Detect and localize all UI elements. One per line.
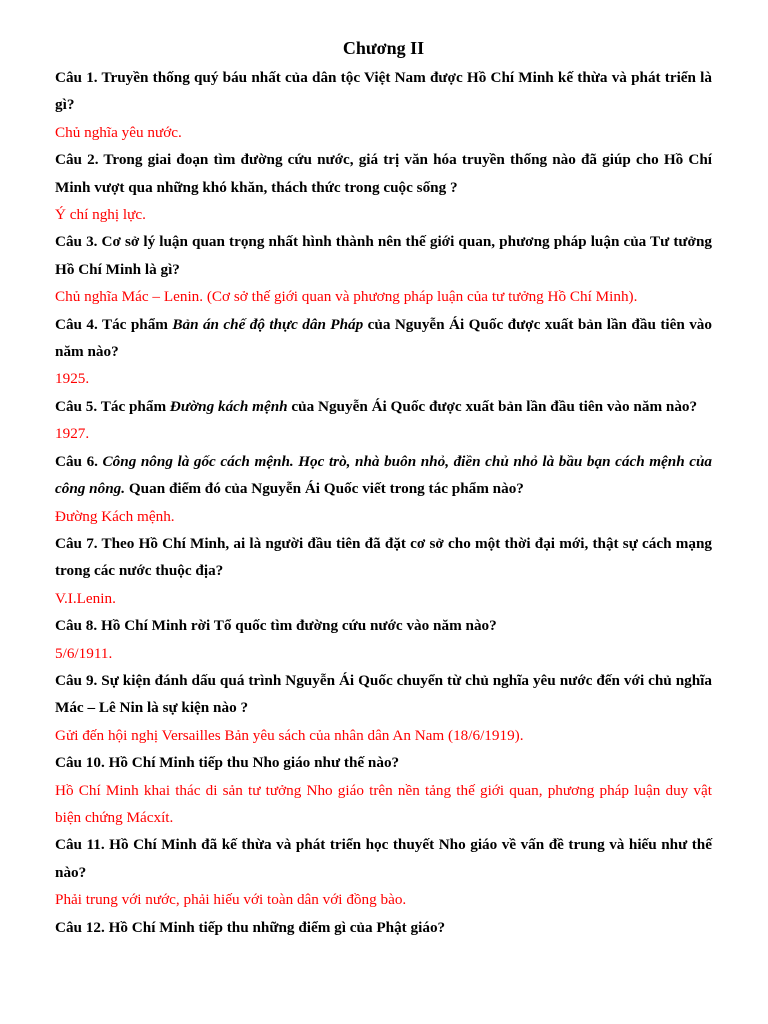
qa-item-5 xyxy=(55,393,712,448)
answer-3: Chủ nghĩa Mác – Lenin. (Cơ sở thế giới quan và phương pháp luận của tư tưởng Hồ Chí Minh). xyxy=(55,288,638,306)
quotation: Công nông là gốc cách mệnh. Học trò, nhà buôn nhỏ, điền chủ nhỏ là bầu bạn cách mệnh của công nông. xyxy=(55,452,713,498)
answer-1: Chủ nghĩa yêu nước. xyxy=(55,123,182,141)
qa-item-3 xyxy=(55,228,712,310)
question-4: Câu 4. Tác phẩm Bản án chế độ thực dân Pháp của Nguyễn Ái Quốc được xuất bản lần đầu tiên vào năm nào? xyxy=(55,315,712,361)
answer-6: Đường Kách mệnh. xyxy=(55,507,175,525)
question-3: Câu 3. Cơ sở lý luận quan trọng nhất hình thành nên thế giới quan, phương pháp luận của Tư tưởng Hồ Chí Minh là gì? xyxy=(55,233,712,278)
qa-item-2 xyxy=(55,146,712,228)
answer-10: Hồ Chí Minh khai thác di sản tư tưởng Nho giáo trên nền tảng thế giới quan, phương pháp luận duy vật biện chứng Mácxít. xyxy=(55,781,712,826)
qa-item-6 xyxy=(55,448,712,530)
question-12: Câu 12. Hồ Chí Minh tiếp thu những điểm gì của Phật giáo? xyxy=(55,918,446,936)
qa-item-9 xyxy=(55,667,712,749)
question-9: Câu 9. Sự kiện đánh dấu quá trình Nguyễn Ái Quốc chuyển từ chủ nghĩa yêu nước đến với chủ nghĩa Mác – Lê Nin là sự kiện nào ? xyxy=(55,671,712,717)
qa-item-10 xyxy=(55,749,712,831)
question-2: Câu 2. Trong giai đoạn tìm đường cứu nước, giá trị văn hóa truyền thống nào đã giúp cho Hồ Chí Minh vượt qua những khó khăn, thách thức trong cuộc sống ? xyxy=(55,151,712,196)
book-title: Bản án chế độ thực dân Pháp xyxy=(172,315,364,333)
question-5: Câu 5. Tác phẩm Đường kách mệnh của Nguyễn Ái Quốc được xuất bản lần đầu tiên vào năm nào? xyxy=(55,397,698,415)
question-8: Câu 8. Hồ Chí Minh rời Tổ quốc tìm đường cứu nước vào năm nào? xyxy=(55,617,497,635)
answer-7: V.I.Lenin. xyxy=(55,589,116,607)
chapter-title: Chương II xyxy=(342,38,425,58)
question-6: Câu 6. Công nông là gốc cách mệnh. Học trò, nhà buôn nhỏ, điền chủ nhỏ là bầu bạn cách mệnh của công nông. Quan điểm đó của Nguyễn Ái Quốc viết trong tác phẩm nào? xyxy=(55,452,713,498)
qa-item-8 xyxy=(55,612,712,667)
answer-4: 1925. xyxy=(55,370,90,388)
answer-11: Phải trung với nước, phải hiếu với toàn dân với đồng bào. xyxy=(55,891,407,909)
question-1: Câu 1. Truyền thống quý báu nhất của dân tộc Việt Nam được Hồ Chí Minh kế thừa và phát triển là gì? xyxy=(55,69,712,114)
qa-item-12 xyxy=(55,914,712,941)
qa-item-7 xyxy=(55,530,712,612)
answer-9: Gửi đến hội nghị Versailles Bản yêu sách của nhân dân An Nam (18/6/1919). xyxy=(55,726,524,744)
answer-2: Ý chí nghị lực. xyxy=(55,206,146,224)
question-10: Câu 10. Hồ Chí Minh tiếp thu Nho giáo như thế nào? xyxy=(55,754,400,772)
qa-item-4 xyxy=(55,311,712,393)
answer-5: 1927. xyxy=(55,425,90,443)
qa-item-11 xyxy=(55,831,712,913)
question-7: Câu 7. Theo Hồ Chí Minh, ai là người đầu tiên đã đặt cơ sở cho một thời đại mới, thật sự cách mạng trong các nước thuộc địa? xyxy=(55,534,712,580)
answer-8: 5/6/1911. xyxy=(55,644,113,662)
qa-item-1 xyxy=(55,64,712,146)
question-11: Câu 11. Hồ Chí Minh đã kế thừa và phát triển học thuyết Nho giáo về vấn đề trung và hiếu như thế nào? xyxy=(55,836,712,881)
book-title: Đường kách mệnh xyxy=(169,397,288,415)
